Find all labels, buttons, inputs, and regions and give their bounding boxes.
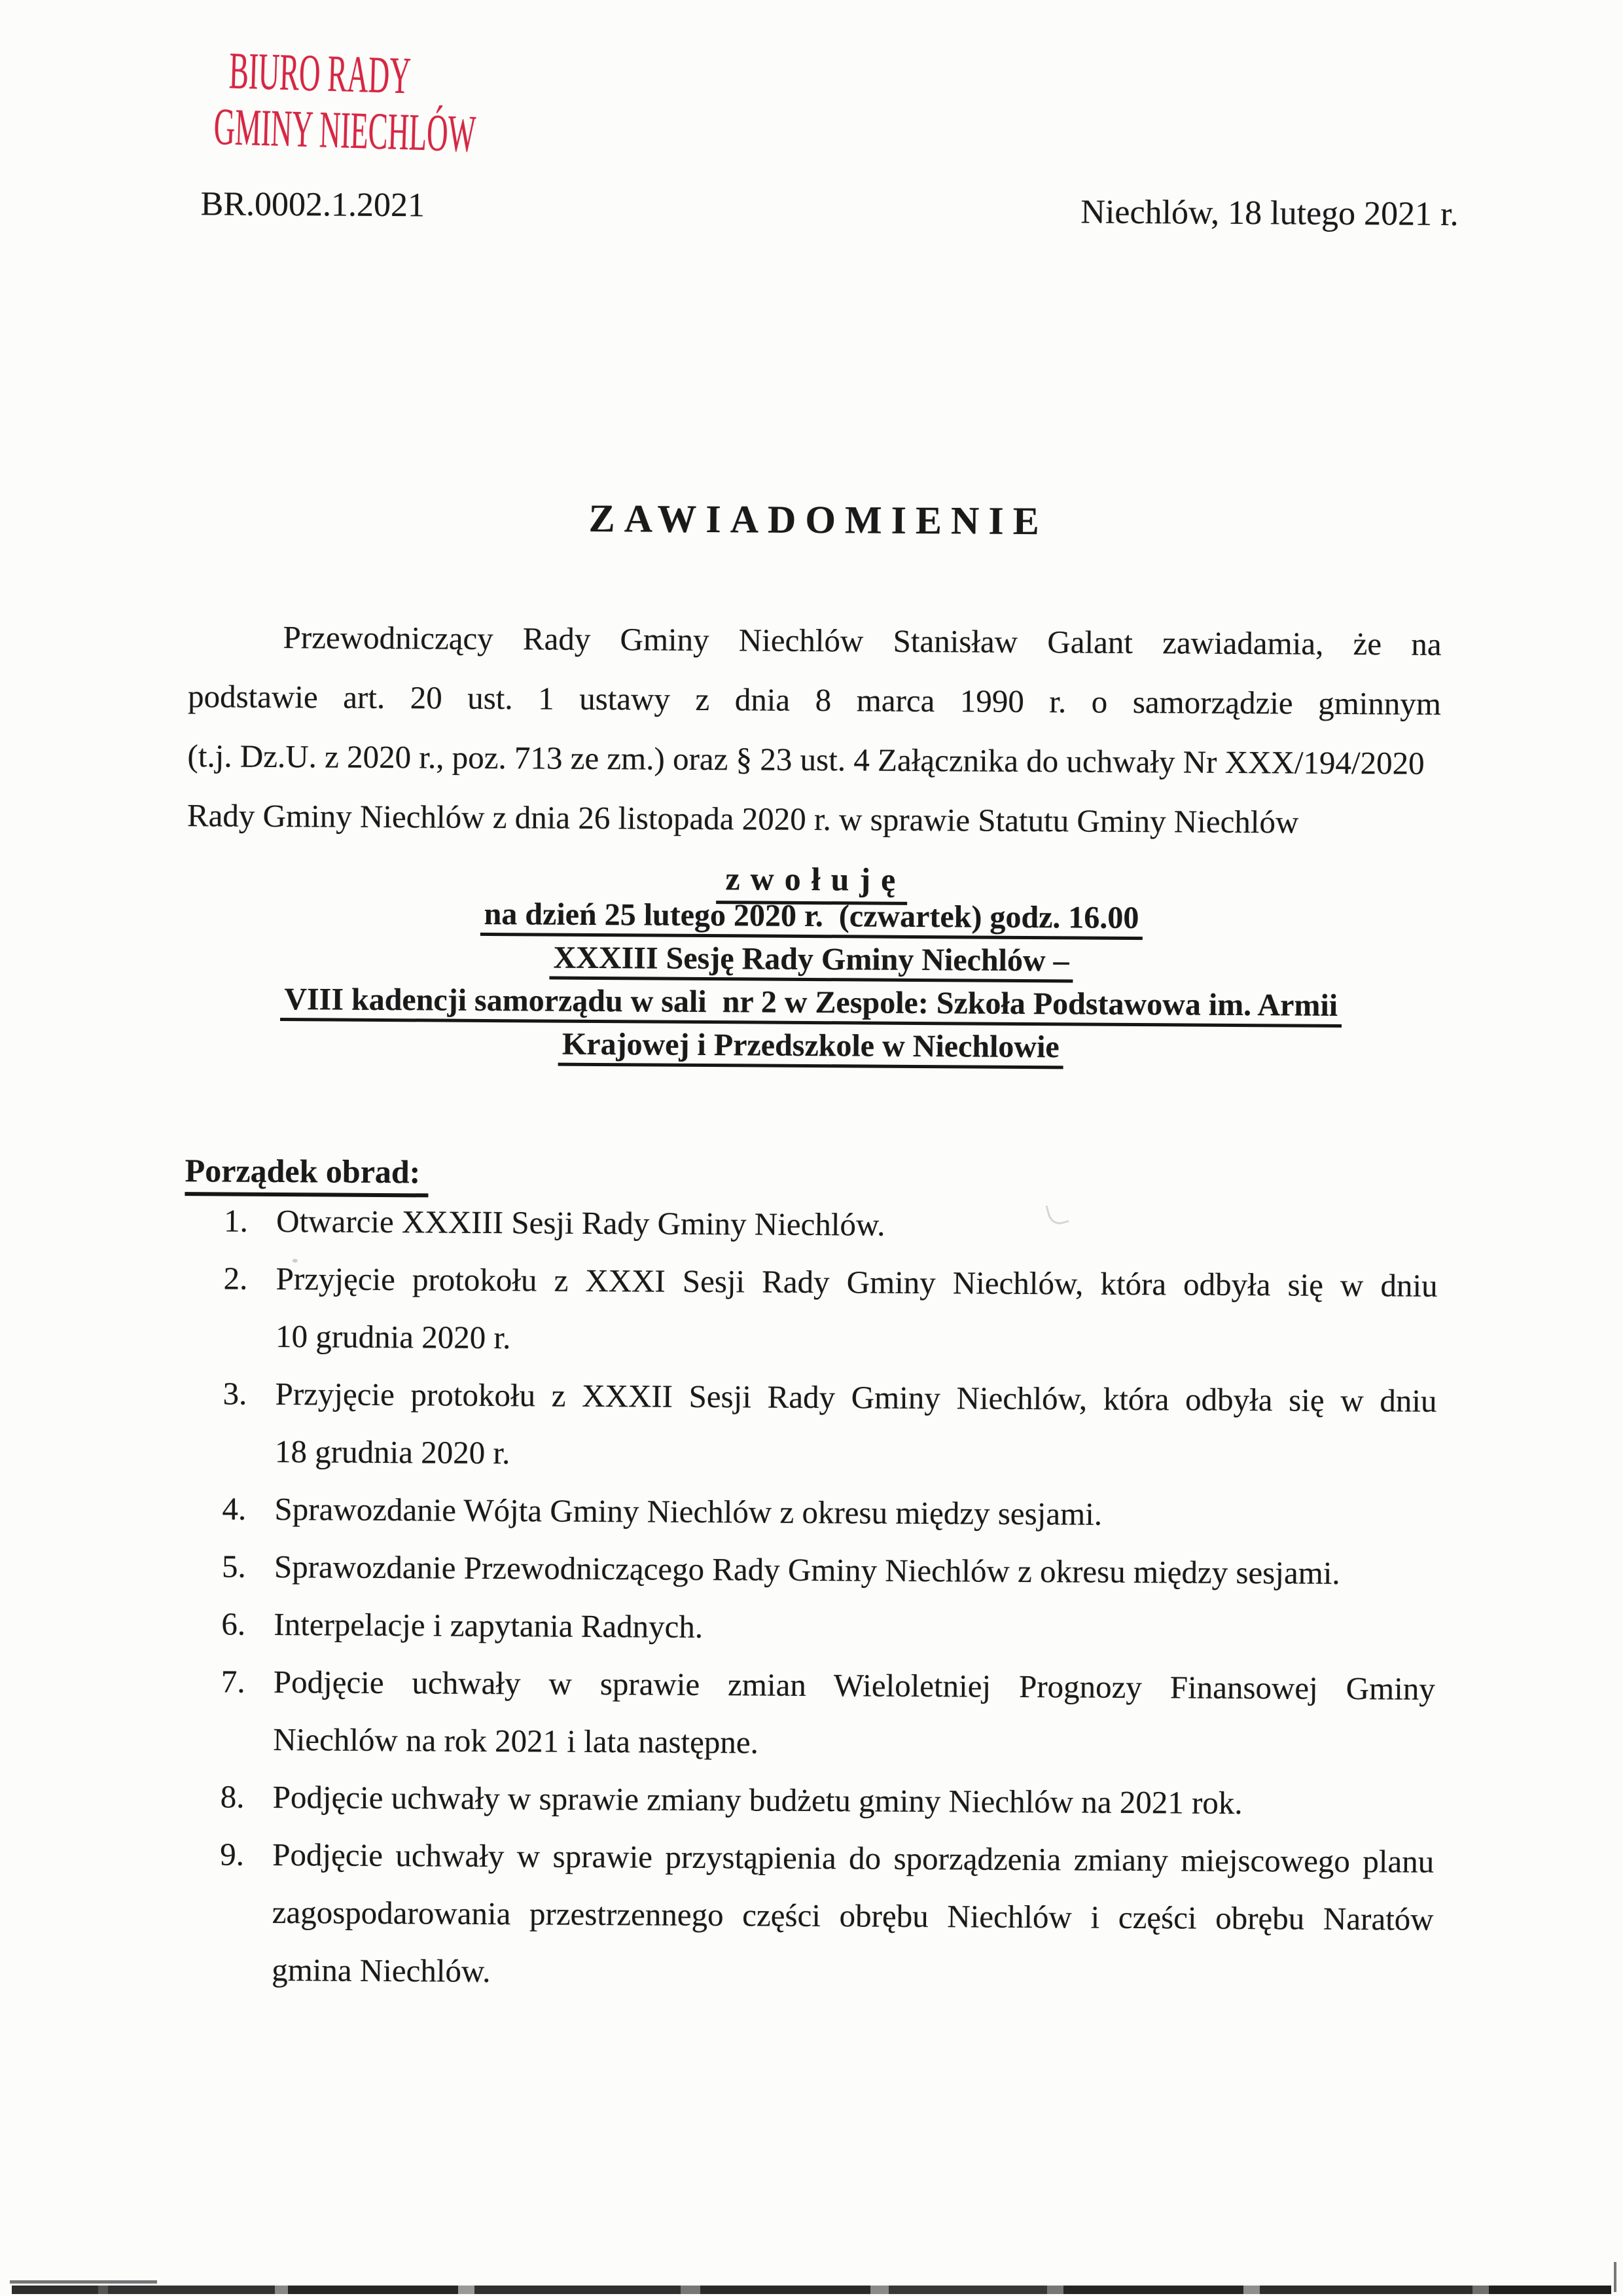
- agenda-item: [222, 1480, 1436, 1545]
- agenda-item-number: 2.: [223, 1260, 248, 1297]
- stamp-line-1: BIURO RADY: [228, 42, 412, 105]
- place-and-date: Niechlów, 18 lutego 2021 r.: [1080, 193, 1459, 234]
- agenda-item: [223, 1250, 1438, 1372]
- agenda-item-line: Podjęcie uchwały w sprawie zmian Wieloletniej Prognozy Finansowej Gminy: [273, 1664, 1435, 1707]
- agenda-item-line: zagospodarowania przestrzennego części obrębu Niechlów i części obrębu Naratów: [272, 1893, 1434, 1937]
- agenda-item-text: [274, 1596, 1436, 1660]
- agenda-item-number: 8.: [220, 1778, 245, 1815]
- scan-speck: [293, 1259, 298, 1263]
- agenda-item-text: [276, 1250, 1438, 1372]
- document-title: ZAWIADOMIENIE: [588, 496, 1048, 543]
- agenda-item: [221, 1768, 1435, 1833]
- agenda-item-text: [274, 1538, 1436, 1603]
- scan-artifact-right-edge: [1614, 2262, 1616, 2292]
- agenda-item-line: 18 grudnia 2020 r.: [274, 1433, 510, 1471]
- agenda-item-text: [273, 1768, 1435, 1833]
- agenda-item-line: Przyjęcie protokołu z XXXI Sesji Rady Gminy Niechlów, która odbyła się w dniu: [276, 1261, 1438, 1304]
- agenda-item-line: Otwarcie XXXIII Sesji Rady Gminy Niechlów.: [276, 1203, 885, 1243]
- agenda-item: [219, 1826, 1435, 2006]
- agenda-item-line: 10 grudnia 2020 r.: [275, 1318, 511, 1356]
- agenda-item-line: Przyjęcie protokołu z XXXII Sesji Rady Gminy Niechlów, która odbyła się w dniu: [275, 1376, 1437, 1419]
- agenda-item: [222, 1538, 1436, 1603]
- agenda-item: [221, 1596, 1436, 1660]
- agenda-item-line: gmina Niechlów.: [272, 1951, 491, 1990]
- agenda-item-number: 5.: [221, 1548, 246, 1585]
- intro-line: podstawie art. 20 ust. 1 ustawy z dnia 8 marca 1990 r. o samorządzie gminnym: [187, 678, 1442, 722]
- reference-number: BR.0002.1.2021: [200, 185, 425, 224]
- agenda-item-line: Interpelacje i zapytania Radnych.: [274, 1606, 704, 1645]
- scan-artifact-bottom-edge: [0, 2286, 1623, 2294]
- agenda-item-text: [274, 1480, 1436, 1545]
- agenda-item: [221, 1653, 1435, 1776]
- agenda-item-line: Sprawozdanie Przewodniczącego Rady Gminy Niechlów z okresu między sesjami.: [274, 1549, 1340, 1591]
- agenda-item-text: [273, 1653, 1435, 1776]
- agenda-item-number: 4.: [222, 1490, 247, 1527]
- session-line-text: XXXIII Sesję Rady Gminy Niechlów –: [549, 941, 1073, 983]
- intro-line: (t.j. Dz.U. z 2020 r., poz. 713 ze zm.) oraz § 23 ust. 4 Załącznika do uchwały Nr XXX/194/2020: [187, 738, 1425, 781]
- convene-word: zwołuję: [716, 860, 907, 905]
- agenda-item-number: 9.: [220, 1836, 245, 1873]
- session-line-text: VIII kadencji samorządu w sali nr 2 w Zespole: Szkoła Podstawowa im. Armii: [280, 982, 1342, 1028]
- agenda-item-text: [276, 1193, 1438, 1257]
- agenda-item-text: [275, 1365, 1437, 1488]
- office-stamp: [131, 40, 507, 163]
- scan-artifact-secondary-edge: [10, 2280, 157, 2284]
- agenda-item-line: Podjęcie uchwały w sprawie przystąpienia do sporządzenia zmiany miejscowego planu: [272, 1836, 1435, 1880]
- session-line-text: na dzień 25 lutego 2020 r. (czwartek) godz. 16.00: [480, 897, 1143, 940]
- session-details: [0, 889, 1623, 1072]
- agenda-heading-text: Porządek obrad:: [185, 1152, 428, 1197]
- agenda-heading: [185, 1151, 428, 1191]
- intro-line: Przewodniczący Rady Gminy Niechlów Stanisław Galant zawiadamia, że na: [283, 619, 1442, 662]
- agenda-item-text: [272, 1826, 1435, 2006]
- intro-line: Rady Gminy Niechlów z dnia 26 listopada 2020 r. w sprawie Statutu Gminy Niechlów: [187, 797, 1299, 840]
- agenda-item-number: 6.: [221, 1605, 246, 1642]
- agenda-item-number: 3.: [223, 1375, 247, 1412]
- agenda-item-line: Sprawozdanie Wójta Gminy Niechlów z okresu między sesjami.: [274, 1491, 1103, 1532]
- agenda-item-line: Podjęcie uchwały w sprawie zmiany budżetu gminy Niechlów na 2021 rok.: [272, 1778, 1243, 1821]
- session-line-text: Krajowej i Przedszkole w Niechlowie: [558, 1027, 1063, 1069]
- agenda-item: [224, 1193, 1438, 1257]
- agenda-list: [219, 1193, 1438, 2006]
- intro-paragraph: [187, 607, 1442, 853]
- agenda-item-line: Niechlów na rok 2021 i lata następne.: [273, 1721, 759, 1761]
- stamp-line-2: GMINY NIECHLÓW: [213, 98, 477, 164]
- agenda-item: [223, 1365, 1437, 1488]
- agenda-item-number: 1.: [223, 1202, 249, 1239]
- session-line: [0, 1019, 1622, 1072]
- agenda-item-number: 7.: [221, 1663, 245, 1700]
